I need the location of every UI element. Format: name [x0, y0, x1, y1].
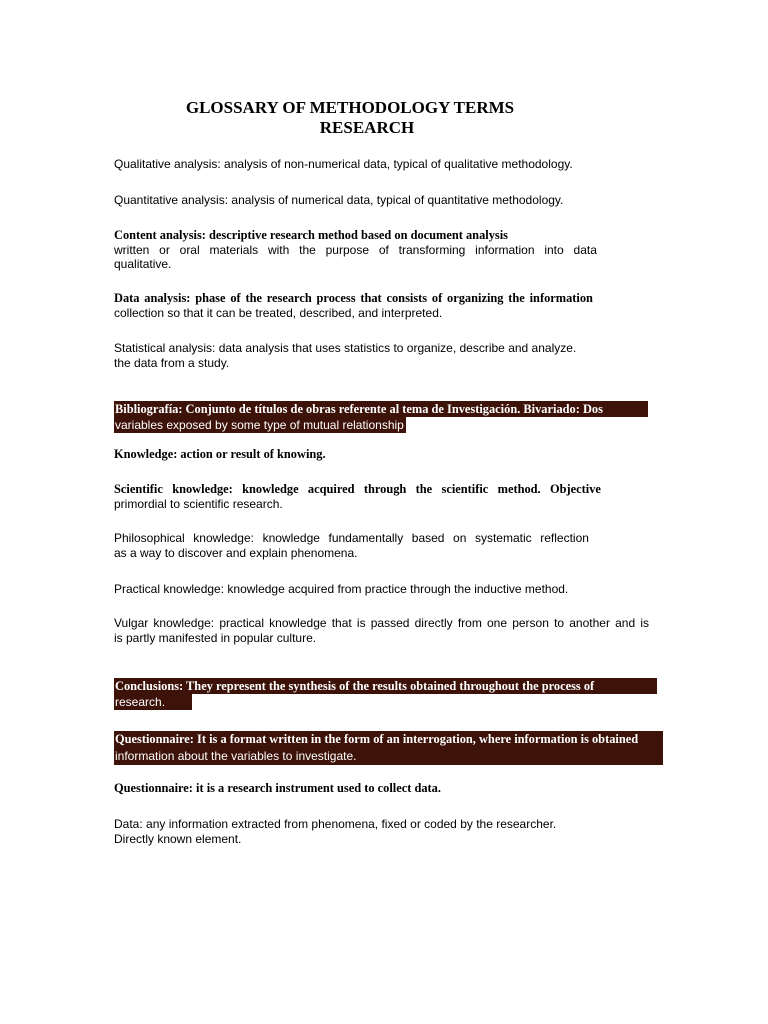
- word: directly: [414, 616, 453, 630]
- word: person: [512, 616, 549, 630]
- entry-content-analysis-line2: [114, 243, 597, 258]
- word: acquired: [307, 482, 355, 496]
- entry-qualitative-text: Qualitative analysis: analysis of non-numerical data, typical of qualitative methodology.: [114, 157, 573, 171]
- word: and: [615, 616, 636, 630]
- word: information: [475, 242, 535, 257]
- entry-bibliografia: [114, 401, 648, 433]
- entry-philosophical-line2: as a way to discover and explain phenomena.: [114, 545, 358, 560]
- word: passed: [370, 616, 410, 630]
- word: on: [453, 531, 467, 545]
- entry-content-analysis-heading: Content analysis: descriptive research method based on document analysis: [114, 228, 508, 242]
- entry-quantitative: [114, 193, 563, 208]
- entry-practical-text: Practical knowledge: knowledge acquired from practice through the inductive method.: [114, 582, 569, 596]
- entry-conclusions-line1: Conclusions: They represent the synthesis of the results obtained throughout the process of: [114, 678, 657, 694]
- word: consists: [386, 291, 428, 305]
- entry-practical-knowledge: [114, 582, 568, 597]
- entry-statistical-analysis: [114, 341, 576, 370]
- word: one: [486, 616, 508, 630]
- entry-data-analysis: [114, 291, 593, 320]
- word: practical: [219, 616, 264, 630]
- entry-data-line2: Directly known element.: [114, 831, 242, 846]
- entry-statistical-line2: the data from a study.: [114, 355, 230, 370]
- word: phase: [195, 291, 226, 305]
- word: fundamentally: [328, 531, 404, 545]
- entry-questionnaire-instrument: [114, 781, 441, 796]
- entry-bibliografia-line1: Bibliografía: Conjunto de títulos de obras referente al tema de Investigación. Bivariado: Dos: [114, 401, 648, 417]
- entry-data-analysis-line2: collection so that it can be treated, described, and interpreted.: [114, 305, 443, 320]
- entry-data-analysis-heading: [114, 291, 593, 306]
- entry-content-analysis-line3: qualitative.: [114, 257, 172, 272]
- word: through: [363, 482, 407, 496]
- word: the: [299, 242, 316, 257]
- word: information: [529, 291, 593, 305]
- word: is: [356, 616, 366, 630]
- word: the: [245, 291, 262, 305]
- word: oral: [179, 242, 200, 257]
- word: based: [411, 531, 445, 545]
- word: the: [508, 291, 525, 305]
- word: another: [569, 616, 610, 630]
- entry-conclusions: [114, 678, 657, 710]
- word: or: [159, 242, 170, 257]
- word: knowledge: [269, 616, 327, 630]
- entry-questionnaire-format: [114, 731, 663, 765]
- entry-conclusions-line2: research.: [114, 694, 192, 710]
- entry-questionnaire-format-line2: information about the variables to investigate.: [114, 748, 663, 765]
- word: process: [316, 291, 356, 305]
- word: of: [230, 291, 241, 305]
- page-subtitle: RESEARCH: [319, 118, 415, 137]
- word: into: [544, 242, 564, 257]
- word: materials: [209, 242, 259, 257]
- word: Philosophical: [114, 531, 185, 545]
- word: organizing: [447, 291, 504, 305]
- entry-philosophical-knowledge: [114, 531, 589, 560]
- word: reflection: [540, 531, 589, 545]
- entry-scientific-knowledge: [114, 482, 601, 511]
- word: Objective: [549, 482, 601, 496]
- word: analysis:: [144, 291, 191, 305]
- entry-knowledge-text: Knowledge: action or result of knowing.: [114, 447, 326, 461]
- entry-qualitative: [114, 157, 573, 172]
- word: that: [331, 616, 352, 630]
- entry-philosophical-line1: [114, 531, 589, 546]
- entry-statistical-line1: Statistical analysis: data analysis that uses statistics to organize, describe and analyze.: [114, 341, 577, 355]
- entry-vulgar-knowledge: [114, 616, 649, 645]
- word: written: [114, 242, 150, 257]
- word: is: [640, 616, 649, 630]
- word: systematic: [474, 531, 532, 545]
- entry-vulgar-line1: [114, 616, 649, 631]
- word: knowledge:: [153, 616, 215, 630]
- word: Vulgar: [114, 616, 149, 630]
- entry-data-line1: Data: any information extracted from phenomena, fixed or coded by the researcher.: [114, 817, 557, 831]
- entry-data: [114, 817, 556, 846]
- entry-questionnaire-format-line1: Questionnaire: It is a format written in the form of an interrogation, where information is obtained: [114, 731, 663, 748]
- word: of: [378, 242, 389, 257]
- word: knowledge:: [193, 531, 254, 545]
- word: research: [266, 291, 312, 305]
- word: the: [415, 482, 433, 496]
- word: knowledge:: [172, 482, 233, 496]
- entry-scientific-heading: [114, 482, 601, 497]
- word: Data: [114, 291, 140, 305]
- word: method.: [497, 482, 541, 496]
- word: purpose: [325, 242, 369, 257]
- word: scientific: [441, 482, 489, 496]
- word: data: [573, 242, 597, 257]
- word: to: [554, 616, 565, 630]
- entry-scientific-line2: primordial to scientific research.: [114, 496, 283, 511]
- word: knowledge: [262, 531, 320, 545]
- word: transforming: [398, 242, 466, 257]
- page-title: GLOSSARY OF METHODOLOGY TERMS: [185, 98, 515, 117]
- entry-quantitative-text: Quantitative analysis: analysis of numerical data, typical of quantitative methodology.: [114, 193, 564, 207]
- entry-bibliografia-line2: variables exposed by some type of mutual relationship: [115, 418, 404, 432]
- word: Scientific: [114, 482, 163, 496]
- word: of: [431, 291, 443, 305]
- word: that: [360, 291, 382, 305]
- entry-content-analysis: [114, 228, 597, 272]
- entry-questionnaire-instrument-text: Questionnaire: it is a research instrument used to collect data.: [114, 781, 441, 795]
- entry-vulgar-line2: is partly manifested in popular culture.: [114, 630, 317, 645]
- entry-knowledge: [114, 447, 326, 462]
- word: with: [267, 242, 290, 257]
- word: knowledge: [242, 482, 299, 496]
- word: from: [457, 616, 482, 630]
